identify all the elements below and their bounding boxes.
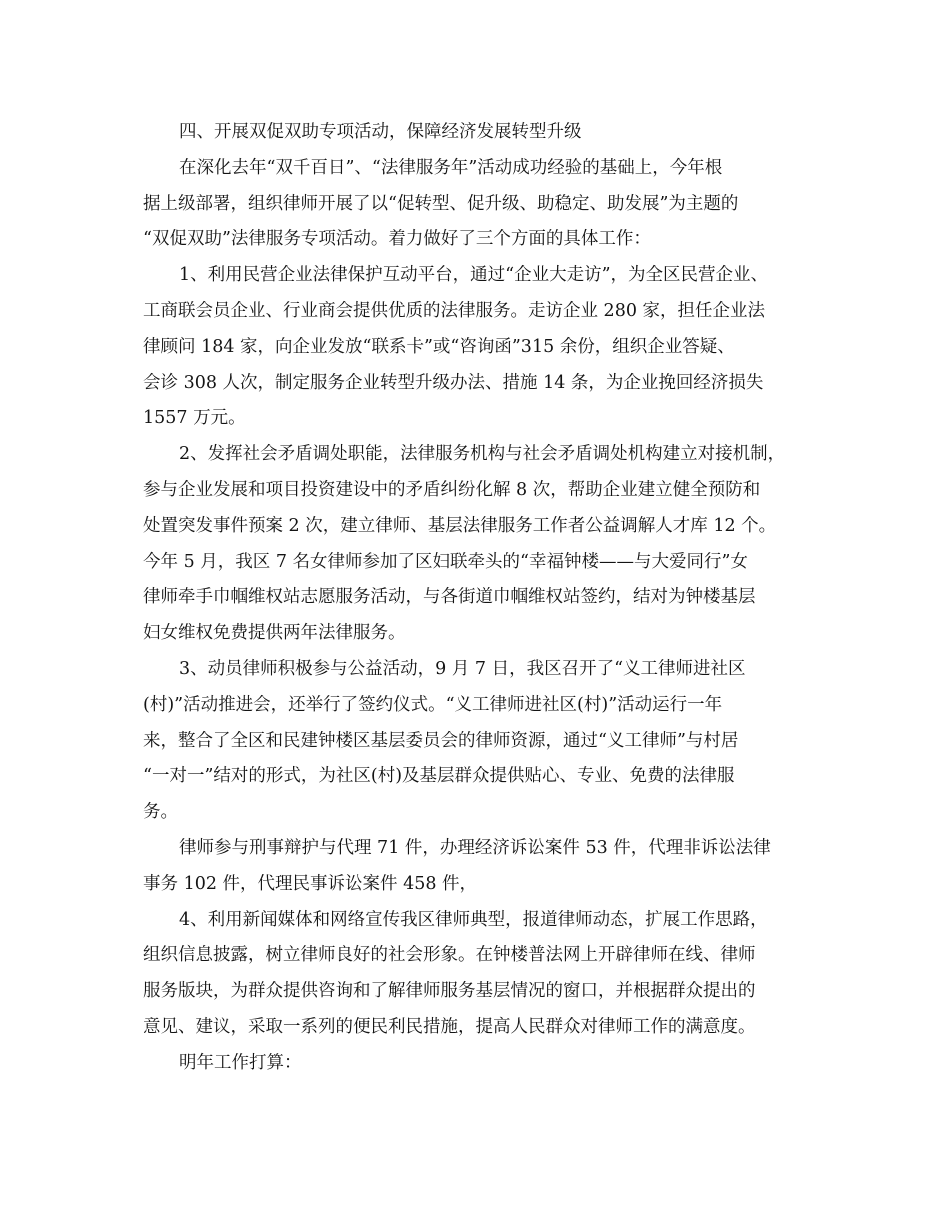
text-line: “双促双助”法律服务专项活动。着力做好了三个方面的具体工作： (143, 229, 651, 250)
text-line: 妇女维权免费提供两年法律服务。 (143, 623, 406, 644)
text-line: 服务版块，为群众提供咨询和了解律师服务基层情况的窗口，并根据群众提出的 (143, 981, 756, 1002)
text-line: 1、利用民营企业法律保护互动平台，通过“企业大走访”，为全区民营企业、 (179, 265, 769, 286)
text-line: 工商联会员企业、行业商会提供优质的法律服务。走访企业 280 家，担任企业法 (143, 300, 766, 321)
text-line: 1557 万元。 (143, 408, 246, 429)
text-line: 在深化去年“双千百日”、“法律服务年”活动成功经验的基础上，今年根 (179, 157, 723, 178)
text-line: 2、发挥社会矛盾调处职能，法律服务机构与社会矛盾调处机构建立对接机制， (179, 444, 786, 465)
text-line: 律师牵手巾帼维权站志愿服务活动，与各街道巾帼维权站签约，结对为钟楼基层 (143, 587, 756, 608)
text-line: 律顾问 184 家，向企业发放“联系卡”或“咨询函”315 余份，组织企业答疑、 (143, 336, 735, 357)
text-line: 据上级部署，组织律师开展了以“促转型、促升级、助稳定、助发展”为主题的 (143, 193, 739, 214)
text-line: 明年工作打算： (179, 1052, 302, 1073)
text-line: 事务 102 件，代理民事诉讼案件 458 件， (143, 873, 478, 894)
text-line: 律师参与刑事辩护与代理 71 件，办理经济诉讼案件 53 件，代理非诉讼法律 (179, 837, 771, 858)
text-line: 四、开展双促双助专项活动，保障经济发展转型升级 (179, 122, 582, 142)
text-line: (村)”活动推进会，还举行了签约仪式。“义工律师进社区(村)”活动运行一年 (143, 694, 723, 715)
text-line: 参与企业发展和项目投资建设中的矛盾纠纷化解 8 次，帮助企业建立健全预防和 (143, 479, 761, 500)
text-line: 今年 5 月，我区 7 名女律师参加了区妇联牵头的“幸福钟楼——与大爱同行”女 (143, 551, 748, 572)
text-line: 会诊 308 人次，制定服务企业转型升级办法、措施 14 条，为企业挽回经济损失 (143, 372, 764, 393)
text-line: 来，整合了全区和民建钟楼区基层委员会的律师资源，通过“义工律师”与村居 (143, 730, 739, 751)
text-line: 处置突发事件预案 2 次，建立律师、基层法律服务工作者公益调解人才库 12 个。 (143, 515, 777, 536)
text-line: 意见、建议，采取一系列的便民利民措施，提高人民群众对律师工作的满意度。 (143, 1016, 756, 1037)
text-line: 3、动员律师积极参与公益活动，9 月 7 日，我区召开了“义工律师进社区 (179, 658, 746, 679)
text-line: “一对一”结对的形式，为社区(村)及基层群众提供贴心、专业、免费的法律服 (143, 766, 735, 787)
text-line: 4、利用新闻媒体和网络宣传我区律师典型，报道律师动态，扩展工作思路， (179, 909, 768, 930)
text-line: 务。 (143, 802, 178, 823)
document-body (143, 115, 823, 1082)
text-line: 组织信息披露，树立律师良好的社会形象。在钟楼普法网上开辟律师在线、律师 (143, 945, 756, 966)
